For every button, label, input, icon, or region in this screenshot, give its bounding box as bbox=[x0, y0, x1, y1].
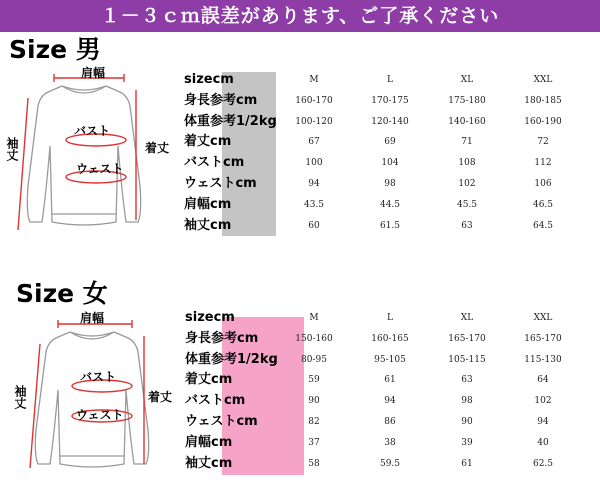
size-value: 140-160 bbox=[448, 116, 486, 127]
size-table-labels bbox=[184, 70, 277, 236]
size-value: 38 bbox=[384, 437, 396, 448]
size-value: 94 bbox=[384, 396, 396, 407]
size-value: 160-170 bbox=[295, 95, 333, 106]
row-label: バストcm bbox=[184, 155, 245, 171]
men-size-title: Size 男 bbox=[9, 35, 101, 64]
size-header: L bbox=[387, 313, 393, 323]
size-column-xxl bbox=[513, 308, 573, 474]
size-value: 160-190 bbox=[524, 116, 562, 127]
size-header: M bbox=[309, 75, 319, 85]
size-value: 72 bbox=[537, 137, 549, 148]
size-value: 61.5 bbox=[379, 220, 401, 231]
size-value: 45.5 bbox=[456, 199, 478, 210]
size-column-xxl bbox=[513, 70, 573, 236]
size-value: 108 bbox=[458, 158, 476, 169]
size-value: 98 bbox=[384, 178, 396, 189]
size-column-m bbox=[284, 70, 344, 236]
size-value: 165-170 bbox=[524, 333, 562, 344]
size-value: 67 bbox=[308, 137, 320, 148]
row-label: ウェストcm bbox=[184, 175, 257, 191]
row-label: 着丈cm bbox=[185, 372, 233, 388]
size-header: XXL bbox=[533, 75, 553, 85]
size-value: 175-180 bbox=[448, 95, 486, 106]
row-label: 肩幅cm bbox=[184, 196, 232, 212]
size-value: 59.5 bbox=[379, 458, 401, 469]
size-value: 102 bbox=[534, 396, 552, 407]
row-label: sizecm bbox=[184, 72, 234, 87]
size-column-xl bbox=[437, 308, 497, 474]
size-value: 95-105 bbox=[374, 354, 406, 365]
size-value: 69 bbox=[384, 137, 396, 148]
size-value: 94 bbox=[537, 416, 549, 427]
size-value: 82 bbox=[308, 416, 320, 427]
size-column-xl bbox=[437, 70, 497, 236]
size-value: 100 bbox=[305, 158, 323, 169]
row-label: 肩幅cm bbox=[185, 434, 233, 450]
size-value: 90 bbox=[308, 396, 320, 407]
size-value: 39 bbox=[461, 437, 473, 448]
size-value: 150-160 bbox=[295, 333, 333, 344]
size-value: 98 bbox=[461, 396, 473, 407]
size-value: 100-120 bbox=[295, 116, 333, 127]
size-value: 44.5 bbox=[379, 199, 401, 210]
size-column-l bbox=[360, 308, 420, 474]
row-label: 袖丈cm bbox=[184, 217, 232, 233]
size-value: 62.5 bbox=[532, 458, 554, 469]
size-value: 71 bbox=[461, 137, 473, 148]
row-label: sizecm bbox=[185, 310, 235, 325]
size-value: 46.5 bbox=[532, 199, 554, 210]
size-value: 165-170 bbox=[448, 333, 486, 344]
size-value: 115-130 bbox=[524, 354, 562, 365]
size-value: 105-115 bbox=[448, 354, 486, 365]
waist-label: ウェスト bbox=[76, 162, 124, 176]
size-value: 37 bbox=[308, 437, 320, 448]
size-value: 64.5 bbox=[532, 220, 554, 231]
sleeve-label: 袖丈 bbox=[13, 385, 27, 409]
row-label: 着丈cm bbox=[184, 134, 232, 150]
row-label: 袖丈cm bbox=[185, 455, 233, 471]
row-label: ウェストcm bbox=[185, 413, 258, 429]
length-label: 着丈 bbox=[145, 141, 170, 155]
women-sweater-diagram bbox=[0, 278, 173, 488]
size-value: 60 bbox=[308, 220, 320, 231]
size-value: 120-140 bbox=[371, 116, 409, 127]
size-value: 160-165 bbox=[371, 333, 409, 344]
size-value: 170-175 bbox=[371, 95, 409, 106]
chest-label: バスト bbox=[80, 370, 117, 384]
size-table-labels bbox=[185, 308, 278, 474]
size-header: XL bbox=[460, 313, 474, 323]
chest-label: バスト bbox=[74, 124, 111, 138]
size-column-m bbox=[284, 308, 344, 474]
women-size-title: Size 女 bbox=[16, 279, 108, 308]
size-value: 80-95 bbox=[301, 354, 327, 365]
women-size-section bbox=[0, 278, 600, 478]
shoulder-label: 肩幅 bbox=[80, 311, 105, 325]
size-value: 90 bbox=[461, 416, 473, 427]
length-label: 着丈 bbox=[148, 390, 173, 404]
size-column-l bbox=[360, 70, 420, 236]
row-label: バストcm bbox=[185, 393, 246, 409]
size-value: 94 bbox=[308, 178, 320, 189]
men-sweater-diagram bbox=[0, 34, 170, 244]
size-value: 180-185 bbox=[524, 95, 562, 106]
size-value: 61 bbox=[384, 375, 396, 386]
size-value: 64 bbox=[537, 375, 549, 386]
size-value: 59 bbox=[308, 375, 320, 386]
size-value: 58 bbox=[308, 458, 320, 469]
size-header: M bbox=[309, 313, 319, 323]
waist-label: ウェスト bbox=[76, 408, 124, 422]
size-value: 104 bbox=[381, 158, 399, 169]
row-label: 身長参考cm bbox=[184, 92, 258, 108]
size-header: XXL bbox=[533, 313, 553, 323]
row-label: 体重参考1/2kg bbox=[185, 351, 278, 367]
row-label: 身長参考cm bbox=[185, 330, 259, 346]
size-value: 106 bbox=[534, 178, 552, 189]
row-label: 体重参考1/2kg bbox=[184, 113, 277, 129]
size-value: 102 bbox=[458, 178, 476, 189]
shoulder-label: 肩幅 bbox=[81, 66, 106, 80]
sleeve-label: 袖丈 bbox=[5, 137, 19, 161]
notice-banner: １－３ｃｍ誤差があります、ご了承ください bbox=[0, 0, 600, 32]
size-value: 40 bbox=[537, 437, 549, 448]
size-value: 61 bbox=[461, 458, 473, 469]
size-value: 86 bbox=[384, 416, 396, 427]
men-size-section bbox=[0, 34, 600, 244]
size-header: XL bbox=[460, 75, 474, 85]
size-value: 63 bbox=[461, 220, 473, 231]
size-header: L bbox=[387, 75, 393, 85]
size-value: 63 bbox=[461, 375, 473, 386]
size-value: 43.5 bbox=[303, 199, 325, 210]
size-value: 112 bbox=[534, 158, 552, 169]
